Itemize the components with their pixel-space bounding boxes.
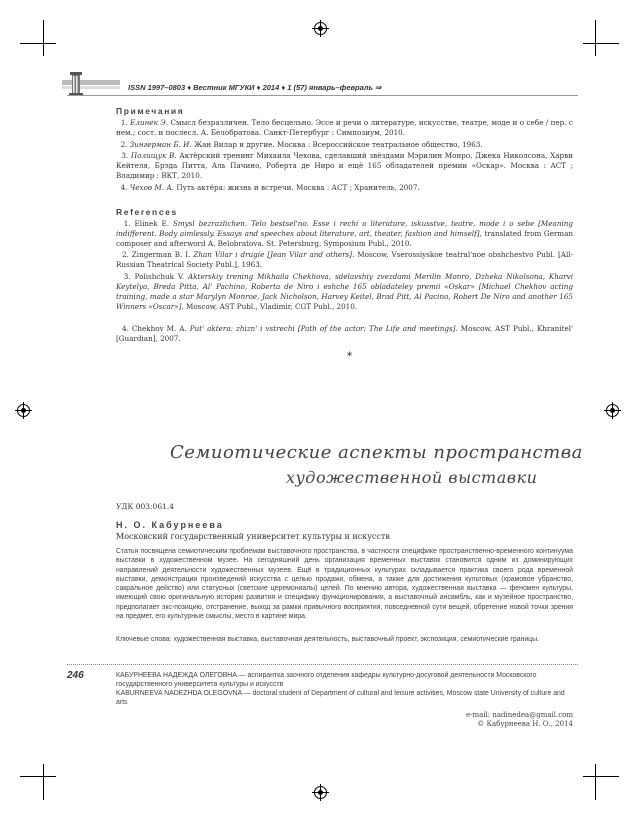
reference-item: 3. Polishchuk V. Akterskiy trening Mikhaila Chekhova, sdelavshiy zvezdami Merilin Monro, Dzheka Nikolsona, Kharvi Keytelya, Breda Pitta, Al' Pachino, Roberta de Niro i eshche 165 obladateley premii «Oskar» [Michael Chekhov acting training, made a star Marylyn Monroe, Jack Nicholson, Harvey Keitel, Brad Pitt, Al Pacino, Robert De Niro and another 165 Winners «Oscar»]. Moscow, AST Publ., Vladimir, CGT Publ., 2010.	[116, 272, 573, 311]
copyright: © Кабурнеева Н. О., 2014	[477, 720, 573, 728]
note-item: 2. Зингерман Б. И. Жан Вилар и другие. Москва : Всероссийское театральное общество, 1963.	[120, 140, 483, 149]
author-info-en: KABURNEEVA NADEZHDA OLEGOVNA — doctoral student of Department of cultural and leisure activities, Moscow state University of culture and arts	[116, 690, 565, 706]
note-item: 3. Полищук В. Актёрский тренинг Михаила Чехова, сделавший звёздами Мэрилин Монро, Джека Николсона, Харви Кейтеля, Брэда Питта, Аль Пачино, Роберта де Ниро и ещё 165 обладателей премии «Оскар». Москва : АСТ ; Владимир : ВКТ, 2010.	[116, 151, 573, 180]
crop-mark	[583, 43, 619, 44]
author-email: e-mail: nadinedea@gmail.com	[466, 711, 573, 719]
page-number: 246	[67, 670, 84, 681]
registration-mark-icon	[17, 404, 30, 417]
registration-mark-icon	[314, 786, 327, 799]
journal-header: ISSN 1997–0803 ♦ Вестник МГУКИ ♦ 2014 ♦ 1 (57) январь–февраль ⇒	[128, 83, 382, 92]
header-divider	[67, 95, 578, 96]
reference-item: 1. Elinek E. Smysl bezrazlichen. Telo bestsel'no. Esse i rechi o literature, iskusstve, teatre, mode i o sebe [Meaning indifferent. Body aimlessly. Essays and speeches about literature, art, theater, fashion and himself], translated from German composer and afterword A. Belobratova. St. Petersburg, Symposium Publ., 2010.	[116, 219, 574, 248]
author-contact	[440, 711, 573, 729]
notes-title: Примечания	[116, 106, 185, 116]
crop-mark	[595, 764, 596, 800]
references-title: References	[116, 207, 178, 217]
article-title-line2: художественной выставки	[286, 468, 538, 487]
note-item: 1. Елинек Э. Смысл безразличен. Тело бесцельно. Эссе и речи о литературе, искусстве, театре, моде и о себе / пер. с нем.; сост. и послесл. А. Белобратова. Санкт-Петербург : Симпозиум, 2010.	[116, 118, 573, 137]
crop-mark	[43, 764, 44, 800]
crop-mark	[43, 20, 44, 56]
reference-item: 2. Zingerman B. I. Zhan Vilar i drugie [Jean Vilar and others]. Moscow, Vserossiyskoe teatral'noe obshchestvo Publ. [All-Russian Theatrical Society Publ.], 1963.	[116, 250, 574, 269]
article-author: Н. О. Кабурнеева	[116, 520, 224, 530]
crop-mark	[595, 20, 596, 56]
author-info	[116, 671, 573, 707]
crop-mark	[20, 43, 56, 44]
crop-mark	[583, 776, 619, 777]
crop-mark	[20, 776, 56, 777]
reference-item: 4. Chekhov M. A. Put' aktera: zhizn' i vstrechi [Path of the actor: The Life and meetings]. Moscow, AST Publ., Khranitel' [Guardian], 2007.	[116, 324, 573, 343]
article-title-line1: Семиотические аспекты пространства	[170, 442, 583, 463]
registration-mark-icon	[314, 22, 327, 35]
udc-code: УДК 003:061.4	[116, 502, 175, 511]
author-info-ru: КАБУРНЕЕВА НАДЕЖДА ОЛЕГОВНА — аспирантка заочного отделения кафедры культурно-досуговой деятельности Московского государственного университета культуры и искусств	[116, 672, 537, 688]
section-separator: *	[347, 351, 352, 362]
note-item: 4. Чехов М. А. Путь актёра: жизнь и встречи. Москва : АСТ ; Хранитель, 2007.	[120, 183, 420, 192]
article-keywords: Ключевые слова: художественная выставка, выставочная деятельность, выставочный проект, экспозиция, семиотические границы.	[116, 636, 539, 643]
column-logo-icon	[62, 72, 120, 96]
article-abstract: Статья посвящена семиотическим проблемам выставочного пространства, в частности специфике пространственно-временного континуума выставки в художественном музее. На сегодняшний день организация временных выставок становится одним из доминирующих направлений деятельности художественных музеев. Ещё в традиционных культурах складывается практика своего рода временной выставки, демонстрации произведений искусства с целью продажи, обмена, а также для достижения культовых (храмовое убранство, сакральное действо) или статусных (светские церемониалы) целей. По мнению автора, художественная выставка — феномен культуры, имеющий свою оригинальную историю развития и специфику функционирования, а выставочный ансамбль, как и музейное пространство, предполагает экс-позицию, отстранение, выход за рамки привычного восприятия, повседневной сути вещей, обретение новой точки зрения на предмет, его культурные смыслы, место в картине мира.	[116, 548, 573, 621]
author-affiliation: Московский государственный университет культуры и искусств	[116, 532, 390, 541]
footer-divider	[67, 664, 578, 665]
registration-mark-icon	[606, 404, 619, 417]
